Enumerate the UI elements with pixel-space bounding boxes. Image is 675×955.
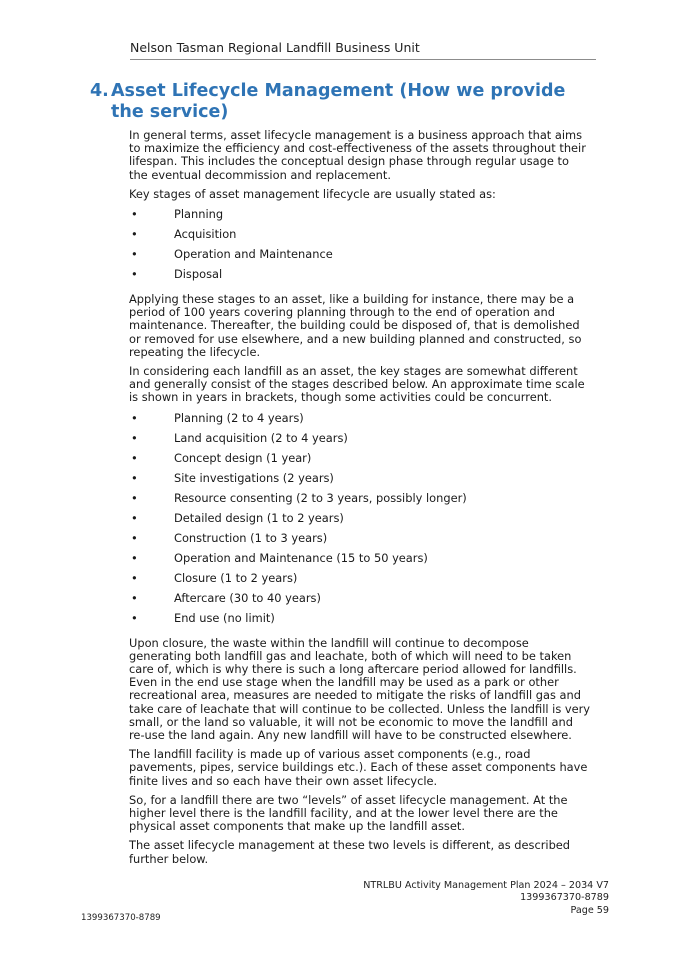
list-item: • Detailed design (1 to 2 years) [131, 510, 344, 525]
page-number: Page 59 [570, 904, 609, 916]
document-id: 1399367370-8789 [81, 913, 161, 923]
list-item: • Aftercare (30 to 40 years) [131, 590, 321, 605]
paragraph-management-levels: The asset lifecycle management at these two levels is different, as described further below. [129, 838, 571, 866]
bullet-marker: • [131, 470, 138, 485]
paragraph-intro: In general terms, asset lifecycle management is a business approach that aims to maximize the efficiency and cost-effectiveness of the assets throughout their lifespan. This includes the conceptual design phase through regular usage to the eventual decommission and replacement. [129, 128, 586, 182]
bullet-marker: • [131, 227, 138, 242]
bullet-marker: • [131, 410, 138, 425]
list-item: • Concept design (1 year) [131, 450, 312, 465]
paragraph-key-stages: Key stages of asset management lifecycle are usually stated as: [129, 186, 496, 201]
list-item: • Resource consenting (2 to 3 years, possibly longer) [131, 490, 467, 505]
bullet-marker: • [131, 247, 138, 262]
list-item: • Acquisition [131, 227, 237, 242]
page-footer [363, 880, 609, 917]
paragraph-building-example: Applying these stages to an asset, like a building for instance, there may be a period of 100 years covering planning through to the end of operation and maintenance. Thereafter, the building could be disposed of, that is demolished or removed for use elsewhere, and a new building planned and constructed, so repeating the lifecycle. [129, 292, 582, 359]
list-item: • Land acquisition (2 to 4 years) [131, 430, 348, 445]
bullet-marker: • [131, 207, 138, 222]
list-item: • Closure (1 to 2 years) [131, 570, 298, 585]
paragraph-levels: So, for a landfill there are two “levels” of asset lifecycle management. At the higher level there is the landfill facility, and at the lower level there are the physical asset components that make up the landfill asset. [129, 792, 568, 834]
bullet-marker: • [131, 450, 138, 465]
lifecycle-stages-list [129, 207, 591, 287]
bullet-marker: • [131, 590, 138, 605]
bullet-marker: • [131, 510, 138, 525]
paragraph-components: The landfill facility is made up of various asset components (e.g., road pavements, pipes, service buildings etc.). Each of these asset components have finite lives and so each have their own asset lifecycle. [129, 747, 588, 788]
footer-plan-title: NTRLBU Activity Management Plan 2024 – 2034 V7 [363, 880, 609, 891]
list-item: • Disposal [131, 267, 223, 282]
page-header: Nelson Tasman Regional Landfill Business Unit [130, 40, 596, 60]
bullet-marker: • [131, 267, 138, 282]
paragraph-closure: Upon closure, the waste within the landfill will continue to decompose generating both landfill gas and leachate, both of which will need to be taken care of, which is why there is such a long aftercare period allowed for landfills. Even in the end use stage when the landfill may be used as a park or other recreational area, measures are needed to mitigate the risks of landfill gas and take care of leachate that will continue to be collected. Unless the landfill is very small, or the land so valuable, it will not be economic to move the landfill and re-use the land again. Any new landfill will have to be constructed elsewhere. [129, 635, 591, 743]
bullet-marker: • [131, 550, 138, 565]
paragraph-landfill-stages: In considering each landfill as an asset, the key stages are somewhat different and generally consist of the stages described below. An approximate time scale is shown in years in brackets, though some activities could be concurrent. [129, 364, 585, 405]
list-item: • Operation and Maintenance (15 to 50 years) [131, 550, 428, 565]
bullet-marker: • [131, 490, 138, 505]
section-number: 4. [90, 81, 109, 101]
footer-reference: 1399367370-8789 [520, 892, 609, 904]
bullet-marker: • [131, 530, 138, 545]
landfill-stages-list [129, 411, 591, 631]
section-heading [90, 81, 590, 123]
list-item: • Site investigations (2 years) [131, 470, 334, 485]
list-item: • End use (no limit) [131, 610, 275, 625]
list-item: • Operation and Maintenance [131, 247, 333, 262]
section-title: Asset Lifecycle Management (How we provide the service) [111, 81, 566, 122]
bullet-marker: • [131, 610, 138, 625]
list-item: • Planning (2 to 4 years) [131, 410, 304, 425]
body-content [129, 129, 591, 872]
bullet-marker: • [131, 430, 138, 445]
bullet-marker: • [131, 570, 138, 585]
list-item: • Planning [131, 207, 224, 222]
list-item: • Construction (1 to 3 years) [131, 530, 328, 545]
